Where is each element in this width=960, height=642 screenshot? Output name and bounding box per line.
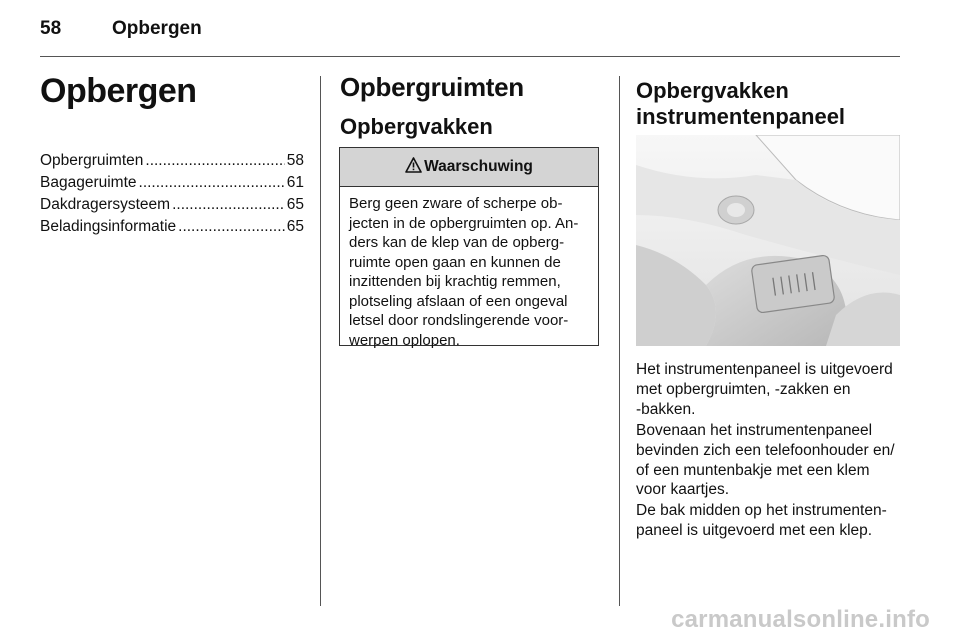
warning-box bbox=[339, 147, 599, 349]
toc-entry-dakdragersysteem[interactable] bbox=[40, 194, 304, 216]
toc-label: Beladingsinformatie bbox=[40, 218, 177, 235]
watermark: carmanualsonline.info bbox=[671, 606, 930, 633]
warning-text: Berg geen zware of scherpe ob- jecten in de opbergruimten op. An- ders kan de klep van de opberg- ruimte open gaan en kunnen de inzittenden bij krachtig remmen, plotseling afslaan of een ongeval letsel door rondslingerende voor- werpen oplopen. bbox=[349, 195, 579, 349]
column-divider-right bbox=[619, 76, 620, 606]
toc-label: Dakdragersysteem bbox=[40, 196, 171, 213]
table-of-contents bbox=[40, 150, 304, 238]
toc-page: 61 bbox=[286, 174, 304, 191]
warning-triangle-icon bbox=[405, 157, 422, 178]
toc-page: 58 bbox=[286, 152, 304, 169]
section-title: Opbergruimten bbox=[340, 72, 524, 102]
body-paragraph-1: Het instrumentenpaneel is uitgevoerd met opbergruimten, -zakken en -bakken. bbox=[636, 361, 893, 418]
warning-title: Waarschuwing bbox=[424, 158, 533, 175]
subsection-title: Opbergvakken bbox=[340, 114, 493, 139]
dashboard-storage-illustration bbox=[636, 135, 900, 346]
running-header: Opbergen bbox=[112, 18, 202, 39]
body-paragraph-2: Bovenaan het instrumentenpaneel bevinden zich een telefoonhouder en/ of een muntenbakje met een klem voor kaartjes. bbox=[636, 422, 895, 499]
header-divider bbox=[40, 56, 900, 57]
toc-entry-beladingsinformatie[interactable] bbox=[40, 216, 304, 238]
toc-label: Opbergruimten bbox=[40, 152, 144, 169]
toc-label: Bagageruimte bbox=[40, 174, 137, 191]
section-title-instrument-panel: Opbergvakken instrumentenpaneel bbox=[636, 78, 846, 129]
chapter-title: Opbergen bbox=[40, 72, 197, 110]
toc-page: 65 bbox=[286, 218, 304, 235]
page-number: 58 bbox=[40, 18, 62, 39]
warning-header bbox=[340, 148, 598, 187]
toc-leader bbox=[172, 194, 285, 216]
toc-page: 65 bbox=[286, 196, 304, 213]
toc-leader bbox=[178, 216, 285, 238]
toc-entry-bagageruimte[interactable] bbox=[40, 172, 304, 194]
column-divider-left bbox=[320, 76, 321, 606]
toc-leader bbox=[145, 150, 284, 172]
body-paragraph-3: De bak midden op het instrumenten- paneel is uitgevoerd met een klep. bbox=[636, 502, 887, 539]
toc-leader bbox=[139, 172, 285, 194]
toc-entry-opbergruimten[interactable] bbox=[40, 150, 304, 172]
